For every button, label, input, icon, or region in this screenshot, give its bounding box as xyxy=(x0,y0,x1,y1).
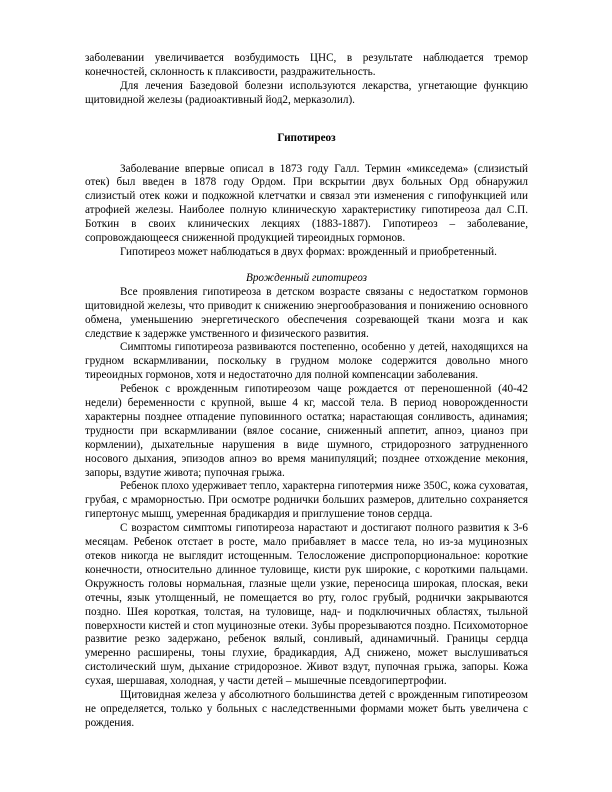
section-heading: Гипотиреоз xyxy=(277,131,336,144)
paragraph-intro-1: заболевании увеличивается возбудимость ЦНС, в результате наблюдается тремор конечностей, склонность к плаксивости, раздражительность. xyxy=(85,52,528,78)
paragraph-intro-2: Для лечения Базедовой болезни используются лекарства, угнетающие функцию щитовидной железы (радиоактивный йод2, мерказолил). xyxy=(85,79,528,106)
document-page xyxy=(85,52,528,731)
paragraph-main-1: Заболевание впервые описал в 1873 году Галл. Термин «микседема» (слизистый отек) был введен в 1878 году Ордом. При вскрытии двух больных Орд обнаружил слизистый отек кожи и подкожной клетчатки и связал эти изменения с гипофункцией или атрофией железы. Наиболее полную клиническую характеристику гипотиреоза дал С.П. Боткин в своих клинических лекциях (1883-1887). Гипотиреоз – заболевание, сопровождающееся сниженной продукцией тиреоидных гормонов. xyxy=(85,162,528,245)
paragraph-main-2: Гипотиреоз может наблюдаться в двух формах: врожденный и приобретенный. xyxy=(120,245,497,258)
paragraph-congenital-2: Симптомы гипотиреоза развиваются постепенно, особенно у детей, находящихся на грудном вскармливании, поскольку в грудном молоке содержится довольно много тиреоидных гормонов, хотя и недостаточно для полной компенсации заболевания. xyxy=(85,341,528,382)
paragraph-congenital-5: С возрастом симптомы гипотиреоза нарастают и достигают полного развития к 3-6 месяцам. Ребенок отстает в росте, мало прибавляет в массе тела, но из-за муцинозных отеков никогда не выглядит истощенным. Телосложение диспропорциональное: короткие конечности, относительно длинное туловище, кисти рук широкие, с короткими пальцами. Окружность головы нормальная, глазные щели узкие, переносица широкая, плоская, веки отечны, язык утолщенный, не помещается во рту, голос грубый, роднички закрываются поздно. Шея короткая, толстая, на туловище, над- и подключичных областях, тыльной поверхности кистей и стоп муцинозные отеки. Зубы прорезываются поздно. Психомоторное развитие резко задержано, ребенок вялый, сонливый, адинамичный. Границы сердца умеренно расширены, тоны глухие, брадикардия, АД снижено, может выслушиваться систолический шум, дыхание стридорозное. Живот вздут, пупочная грыжа, запоры. Кожа сухая, шершавая, холодная, у части детей – мышечные псевдогипертрофии. xyxy=(85,522,528,688)
section-subheading: Врожденный гипотиреоз xyxy=(245,271,368,284)
paragraph-congenital-6: Щитовидная железа у абсолютного большинства детей с врожденным гипотиреозом не определяется, только у больных с наследственными формами может быть увеличена с рождения. xyxy=(85,689,528,729)
paragraph-congenital-1: Все проявления гипотиреоза в детском возрасте связаны с недостатком гормонов щитовидной железы, что приводит к снижению энергообразования и понижению основного обмена, уменьшению энергетического обеспечения созревающей ткани мозга и как следствие к задержке умственного и физического развития. xyxy=(85,285,528,340)
paragraph-congenital-4: Ребенок плохо удерживает тепло, характерна гипотермия ниже 350С, кожа суховатая, грубая, с мраморностью. При осмотре роднички больших размеров, длительно сохраняется гипертонус мышц, умеренная брадикардия и приглушение тонов сердца. xyxy=(85,480,528,521)
paragraph-congenital-3: Ребенок с врожденным гипотиреозом чаще рождается от переношенной (40-42 недели) беременности с крупной, выше 4 кг, массой тела. В период новорожденности характерны позднее отпадение пуповинного остатка; нарастающая сонливость, адинамия; трудности при вскармливании (вялое сосание, сниженный аппетит, апноэ, цианоз при кормлении), дыхательные нарушения в виде шумного, стридорозного затрудненного носового дыхания, эпизодов апноэ во время манипуляций; позднее отхождение мекония, запоры, вздутие живота; пупочная грыжа. xyxy=(85,383,528,479)
